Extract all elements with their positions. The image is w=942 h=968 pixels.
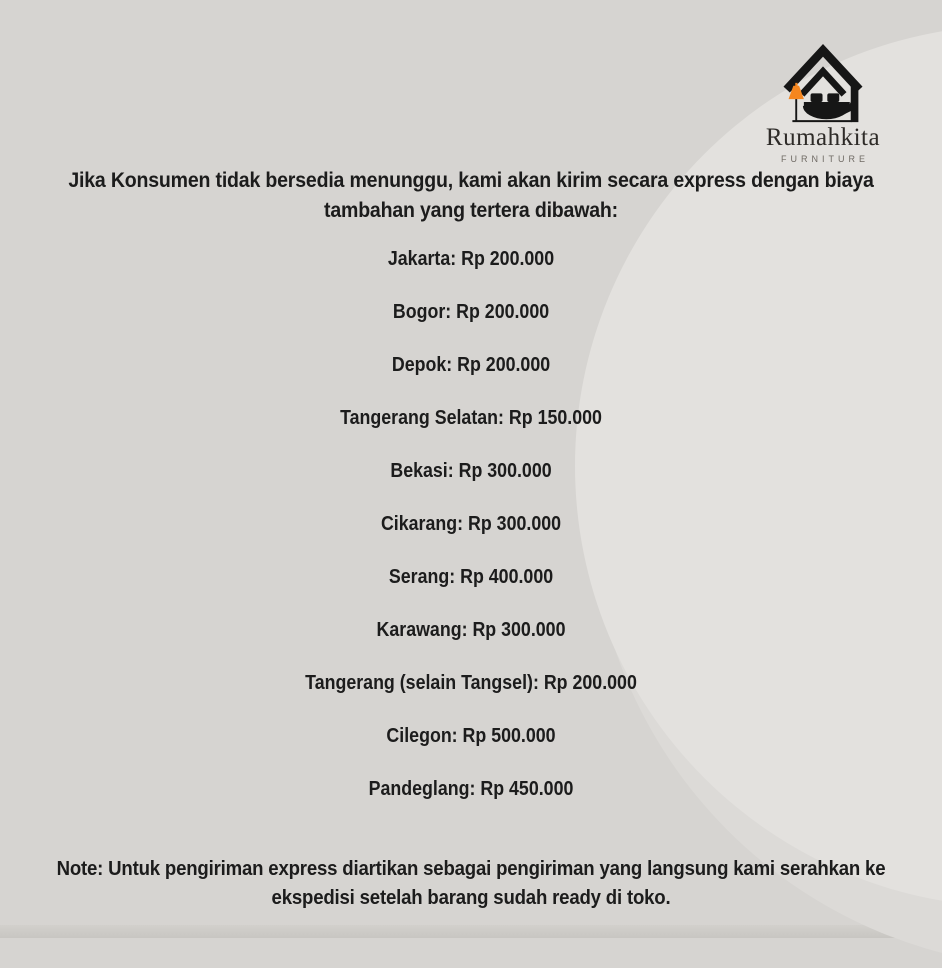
- intro-text: [0, 166, 942, 226]
- rate-item-tangerang-selatan: Tangerang Selatan: Rp 150.000: [340, 407, 602, 429]
- rate-item-serang: Serang: Rp 400.000: [388, 566, 554, 588]
- rate-item-karawang: Karawang: Rp 300.000: [376, 619, 566, 641]
- rate-item-tangerang-selain-tangsel: Tangerang (selain Tangsel): Rp 200.000: [305, 672, 637, 694]
- note-line-2: ekspedisi setelah barang sudah ready di toko.: [271, 887, 671, 909]
- rate-item-pandeglang: Pandeglang: Rp 450.000: [368, 778, 574, 800]
- rate-item-bekasi: Bekasi: Rp 300.000: [390, 460, 552, 482]
- shipping-rates-list: [0, 246, 942, 829]
- house-furniture-icon: [775, 36, 871, 124]
- rate-item-bogor: Bogor: Rp 200.000: [392, 301, 550, 323]
- rate-item-depok: Depok: Rp 200.000: [391, 354, 551, 376]
- intro-line-2: tambahan yang tertera dibawah:: [324, 199, 618, 222]
- note-text: [0, 855, 942, 913]
- brand-logo: [743, 36, 903, 164]
- rate-item-cilegon: Cilegon: Rp 500.000: [386, 725, 556, 747]
- rate-item-cikarang: Cikarang: Rp 300.000: [380, 513, 562, 535]
- rate-item-jakarta: Jakarta: Rp 200.000: [387, 248, 555, 270]
- brand-tagline: FURNITURE: [781, 154, 869, 164]
- intro-line-1: Jika Konsumen tidak bersedia menunggu, kami akan kirim secara express dengan biaya: [68, 169, 874, 192]
- note-line-1: Note: Untuk pengiriman express diartikan sebagai pengiriman yang langsung kami serahkan ke: [56, 858, 886, 880]
- brand-name: Rumahkita: [765, 124, 881, 151]
